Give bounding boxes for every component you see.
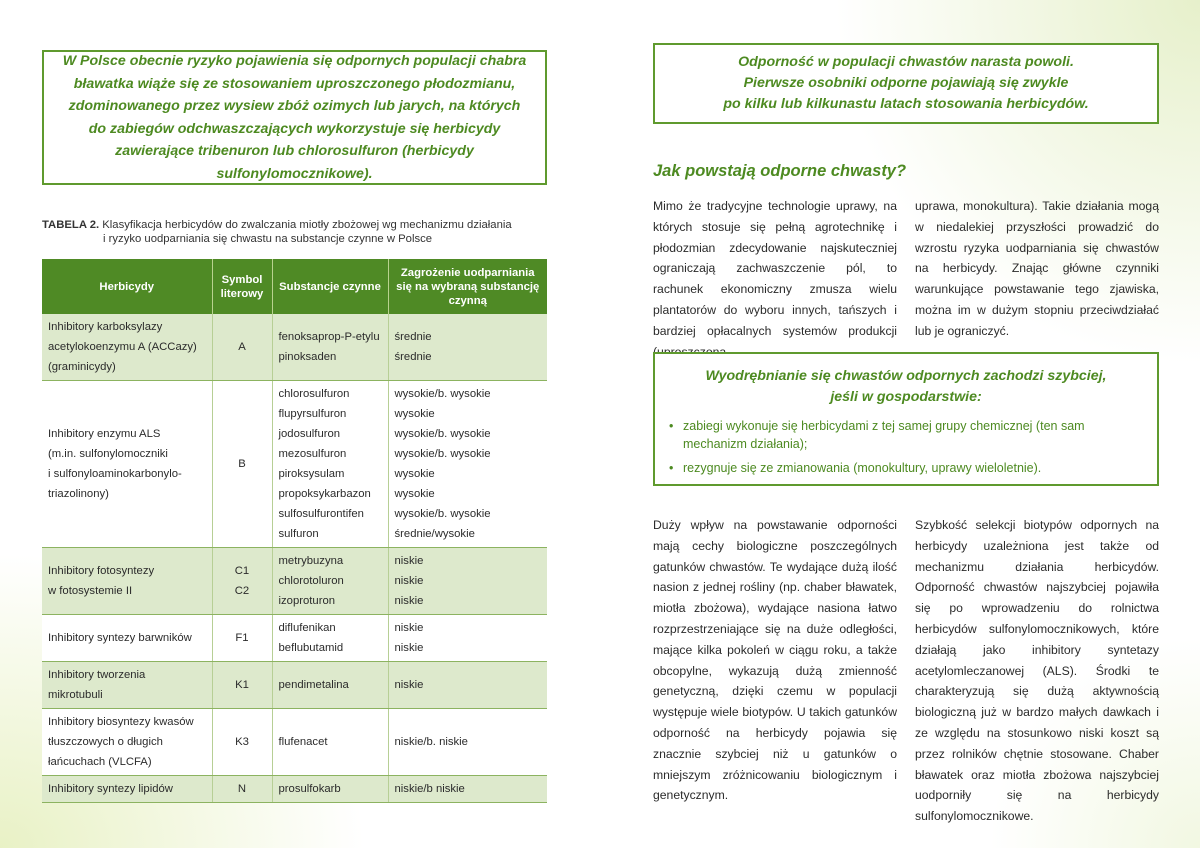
- cell-risk: [388, 662, 547, 709]
- cell-substances: [272, 314, 388, 381]
- highlight-box-resistance: [653, 43, 1159, 124]
- cell-substances-line: pendimetalina: [278, 679, 349, 691]
- table-row: [42, 314, 547, 381]
- cell-herbicide-group-line: Inhibitory tworzenia: [48, 669, 146, 681]
- cell-risk-line: niskie: [394, 595, 424, 607]
- cell-herbicide-group: [42, 776, 212, 803]
- cell-herbicide-group: [42, 314, 212, 381]
- cell-symbol: [212, 615, 272, 662]
- cell-substances-line: flufenacet: [278, 736, 328, 748]
- highlight-box-risk: [42, 50, 547, 185]
- cell-symbol-line: C1: [234, 565, 250, 577]
- cell-herbicide-group-line: Inhibitory enzymu ALS: [48, 428, 161, 440]
- cell-substances-line: fenoksaprop-P-etylu: [278, 331, 380, 343]
- intro-paragraph-col2: uprawa, monokultura). Takie działania mogą w niedalekiej przyszłości prowadzić do wzrostu ryzyka uodparniania się chwastów na herbicydy. Znając główne czynniki warunkujące powstawanie tego zjawiska, można im w dużym stopniu przeciwdziałać lub je ograniczyć.: [915, 199, 1159, 338]
- cell-substances-line: chlorotoluron: [278, 575, 344, 587]
- cell-herbicide-group-line: mikrotubuli: [48, 689, 103, 701]
- cell-risk: [388, 615, 547, 662]
- intro-paragraph-col1: Mimo że tradycyjne technologie uprawy, na których stosuje się pełną agrotechnikę i płodozmian zdecydowanie najskuteczniej ograniczają zachwaszczenie pól, to rachunek ekonomiczny zmusza wielu plantatorów do wyboru innych, tańszych i bardziej opłacalnych systemów produkcji: [653, 199, 897, 338]
- cell-symbol: [212, 776, 272, 803]
- cell-substances: [272, 709, 388, 776]
- cell-herbicide-group: [42, 381, 212, 548]
- cell-symbol: [212, 662, 272, 709]
- cell-herbicide-group-line: triazolinony): [48, 488, 109, 500]
- cell-substances-line: jodosulfuron: [278, 428, 341, 440]
- table-row: [42, 381, 547, 548]
- cell-risk: [388, 548, 547, 615]
- factors-list-item: • zabiegi wykonuje się herbicydami z tej samej grupy chemicznej (ten sam mechanizm działania);: [669, 417, 1143, 453]
- highlight-box-resistance-line2: Pierwsze osobniki odporne pojawiają się zwykle: [743, 75, 1069, 91]
- cell-herbicide-group-line: (graminicydy): [48, 361, 116, 373]
- factors-list-item: • rezygnuje się ze zmianowania (monokultury, uprawy wieloletnie).: [669, 459, 1143, 477]
- cell-herbicide-group-line: (m.in. sulfonylomoczniki: [48, 448, 168, 460]
- cell-risk-line: niskie: [394, 555, 424, 567]
- cell-substances: [272, 776, 388, 803]
- cell-substances-line: propoksykarbazon: [278, 488, 371, 500]
- factors-title-line2: jeśli w gospodarstwie:: [830, 388, 982, 405]
- cell-risk-line: średnie: [394, 331, 432, 343]
- cell-risk-line: wysokie/b. wysokie: [394, 508, 491, 520]
- cell-herbicide-group-line: tłuszczowych o długich: [48, 736, 163, 748]
- cell-symbol-line: K1: [235, 679, 249, 691]
- cell-herbicide-group: [42, 662, 212, 709]
- cell-risk: [388, 709, 547, 776]
- factors-list: [669, 417, 1143, 477]
- cell-risk-line: wysokie: [394, 468, 435, 480]
- cell-symbol: [212, 548, 272, 615]
- cell-risk-line: niskie: [394, 679, 424, 691]
- cell-risk-line: wysokie: [394, 408, 435, 420]
- table-row: [42, 615, 547, 662]
- cell-herbicide-group-line: Inhibitory karboksylazy: [48, 321, 163, 333]
- cell-substances-line: pinoksaden: [278, 351, 337, 363]
- table-row: [42, 709, 547, 776]
- cell-substances-line: flupyrsulfuron: [278, 408, 347, 420]
- factors-title-line1: Wyodrębnianie się chwastów odpornych zachodzi szybciej,: [705, 368, 1107, 384]
- cell-risk-line: niskie/b. niskie: [394, 736, 468, 748]
- cell-herbicide-group-line: Inhibitory biosyntezy kwasów: [48, 716, 194, 728]
- cell-herbicide-group-line: w fotosystemie II: [48, 585, 133, 597]
- table-header-row: [42, 259, 547, 314]
- cell-risk: [388, 776, 547, 803]
- cell-risk-line: niskie: [394, 622, 424, 634]
- cell-symbol-line: A: [238, 341, 246, 353]
- highlight-box-resistance-line1: Odporność w populacji chwastów narasta powoli.: [738, 54, 1074, 70]
- cell-substances-line: metrybuzyna: [278, 555, 344, 567]
- cell-substances-line: mezosulfuron: [278, 448, 347, 460]
- table-row: [42, 662, 547, 709]
- cell-risk: [388, 314, 547, 381]
- cell-substances-line: prosulfokarb: [278, 783, 341, 795]
- cell-herbicide-group-line: łańcuchach (VLCFA): [48, 756, 152, 768]
- cell-herbicide-group: [42, 709, 212, 776]
- cell-symbol-line: F1: [235, 632, 249, 644]
- table-row: [42, 548, 547, 615]
- herbicide-classification-table: [42, 259, 547, 803]
- cell-risk-line: niskie/b niskie: [394, 783, 465, 795]
- table-row: [42, 776, 547, 803]
- cell-substances-line: izoproturon: [278, 595, 336, 607]
- cell-herbicide-group-line: acetylokoenzymu A (ACCazy): [48, 341, 197, 353]
- cell-herbicide-group-line: Inhibitory fotosyntezy: [48, 565, 155, 577]
- cell-risk-line: wysokie: [394, 488, 435, 500]
- cell-risk-line: niskie: [394, 575, 424, 587]
- body-paragraph-col2: Szybkość selekcji biotypów odpornych na herbicydy uzależniona jest także od mechanizmu działania herbicydów. Odporność chwastów najszybciej pojawiła się po wprowadzeniu do rolnictwa herbicydów sulfonylomocznikowych, które działają jako inhibitory syntetazy acetylomleczanowej (ALS). Środki te charakteryzują się dużą aktywnością biologiczną już w bardzo małych dawkach i ze względu na stosunkowo niski koszt są przez rolników chętnie stosowane. Chaber bławatek oraz miotła zbożowa najszybciej uodporniły się na herbicydy sulfonylomocznikowe.: [915, 518, 1159, 824]
- cell-symbol: [212, 709, 272, 776]
- cell-substances-line: piroksysulam: [278, 468, 345, 480]
- cell-symbol-line: K3: [235, 736, 249, 748]
- header-symbol: Symbol literowy: [212, 259, 272, 314]
- cell-symbol-line: C2: [234, 585, 250, 597]
- cell-herbicide-group: [42, 615, 212, 662]
- cell-herbicide-group: [42, 548, 212, 615]
- factors-title: [669, 366, 1143, 407]
- cell-risk-line: wysokie/b. wysokie: [394, 428, 491, 440]
- cell-risk-line: wysokie/b. wysokie: [394, 448, 491, 460]
- cell-risk-line: średnie: [394, 351, 432, 363]
- highlight-box-factors: [653, 352, 1159, 486]
- cell-herbicide-group-line: Inhibitory syntezy barwników: [48, 632, 192, 644]
- table-caption-line2: i ryzyko uodparniania się chwastu na substancje czynne w Polsce: [103, 233, 433, 245]
- cell-symbol: [212, 314, 272, 381]
- cell-herbicide-group-line: i sulfonyloaminokarbonylo-: [48, 468, 182, 480]
- cell-substances-line: sulfosulfurontifen: [278, 508, 364, 520]
- table-caption-line1: Klasyfikacja herbicydów do zwalczania miotły zbożowej wg mechanizmu działania: [102, 219, 512, 231]
- cell-symbol-line: N: [237, 783, 247, 795]
- header-substances: Substancje czynne: [272, 259, 388, 314]
- cell-substances: [272, 548, 388, 615]
- body-paragraph-col1: Duży wpływ na powstawanie odporności mają cechy biologiczne poszczególnych gatunków chwastów. Te wydające dużą ilość nasion z jednej rośliny (np. chaber bławatek, miotła zbożowa), wydające nasiona łatwo rozprzestrzeniające się na duże odległości, mające kilka pokoleń w ciągu roku, a także obcopylne, wykazują dużą zmienność genetyczną, dzięki czemu w populacji występuje wiele biotypów. U takich gatunków odporność na herbicydy pojawia się znacznie szybciej niż u gatunków o mniejszym zróżnicowaniu biologicznym i genetycznym.: [653, 518, 897, 803]
- cell-substances-line: beflubutamid: [278, 642, 344, 654]
- header-herbicides: Herbicydy: [42, 259, 212, 314]
- cell-risk: [388, 381, 547, 548]
- cell-substances: [272, 615, 388, 662]
- table-label: TABELA 2.: [42, 219, 100, 231]
- highlight-box-risk-text: W Polsce obecnie ryzyko pojawienia się odpornych populacji chabra bławatka wiąże się ze stosowaniem uproszczonego płodozmianu, zdominowanego przez wysiew zbóż ozimych lub jarych, na których do zabiegów odchwaszczających wykorzystuje się herbicydy zawierające tribenuron lub chlorosulfuron (herbicydy sulfonylomocznikowe).: [62, 53, 527, 182]
- cell-substances-line: chlorosulfuron: [278, 388, 350, 400]
- cell-risk-line: wysokie/b. wysokie: [394, 388, 491, 400]
- cell-risk-line: średnie/wysokie: [394, 528, 475, 540]
- cell-symbol-line: B: [238, 458, 246, 470]
- section-title: Jak powstają odporne chwasty?: [653, 162, 907, 180]
- cell-substances: [272, 662, 388, 709]
- cell-risk-line: niskie: [394, 642, 424, 654]
- cell-substances: [272, 381, 388, 548]
- highlight-box-resistance-line3: po kilku lub kilkunastu latach stosowania herbicydów.: [723, 96, 1089, 112]
- header-risk: Zagrożenie uodparniania się na wybraną substancję czynną: [388, 259, 547, 314]
- cell-substances-line: diflufenikan: [278, 622, 336, 634]
- cell-symbol: [212, 381, 272, 548]
- cell-herbicide-group-line: Inhibitory syntezy lipidów: [48, 783, 173, 795]
- table-caption: [42, 218, 547, 246]
- cell-substances-line: sulfuron: [278, 528, 319, 540]
